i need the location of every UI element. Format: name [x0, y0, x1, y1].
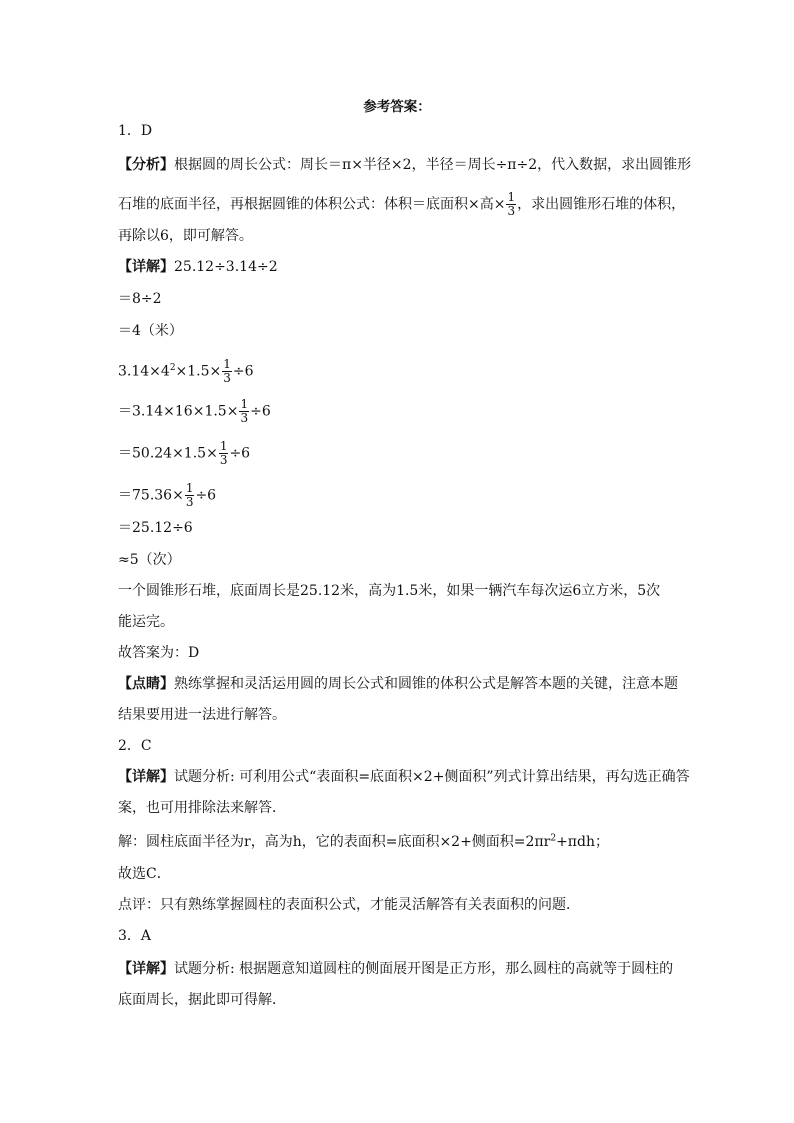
q1-calc-line-2: ＝3.14×16×1.5× $\frac{1}{3}$ ÷6	[118, 397, 271, 425]
q2-number: 2．C	[118, 738, 152, 754]
q1-calc-line-6: ≈5（次）	[118, 552, 181, 568]
q1-detail-line-2: ＝8÷2	[118, 291, 162, 307]
q1-calc-line-1: $3.14\times 4^2\times 1.5\times$ $\frac{1}{3}$ ÷6	[118, 357, 254, 385]
detail-text: 25.12÷3.14÷2	[174, 259, 278, 275]
fraction-one-third: $\frac{1}{3}$	[223, 357, 231, 385]
page-title: 参考答案：	[363, 99, 431, 115]
q3-detail-line-2: 底面周长，据此即可得解．	[118, 992, 286, 1008]
fraction-one-third: $\frac{1}{3}$	[185, 481, 194, 509]
q1-analysis-line-2	[118, 190, 686, 218]
fraction-one-third: $\frac{1}{3}$	[507, 190, 516, 218]
q3-number: 3．A	[118, 928, 152, 944]
q1-detail-line-1	[118, 257, 278, 277]
analysis-text: ，求出圆锥形石堆的体积，	[517, 196, 686, 213]
detail-tag: 【详解】	[118, 769, 174, 785]
q2-comment: 点评：只有熟练掌握圆柱的表面积公式，才能灵活解答有关表面积的问题．	[118, 897, 580, 913]
fraction-one-third: $\frac{1}{3}$	[219, 439, 228, 467]
detail-text: 试题分析: 可利用公式“表面积=底面积×2+侧面积”列式计算出结果，再勾选正确答	[174, 769, 690, 785]
q1-calc-line-4: ＝75.36× $\frac{1}{3}$ ÷6	[118, 481, 217, 509]
q1-calc-line-3: ＝50.24×1.5× $\frac{1}{3}$ ÷6	[118, 439, 251, 467]
q1-comment-line-2: 结果要用进一法进行解答。	[118, 707, 286, 723]
fraction-one-third: $\frac{1}{3}$	[240, 397, 249, 425]
q1-summary-line-1: 一个圆锥形石堆，底面周长是25.12米，高为1.5米，如果一辆汽车每次运6立方米，5次	[118, 583, 661, 599]
q2-solution: 解：圆柱底面半径为r，高为h，它的表面积=底面积×2+侧面积$=2\pi r^2+\pi dh$；	[118, 833, 609, 850]
comment-text: 熟练掌握和灵活运用圆的周长公式和圆锥的体积公式是解答本题的关键，注意本题	[174, 676, 678, 692]
q1-detail-line-3: ＝4（米）	[118, 323, 183, 339]
q1-number: 1．D	[118, 123, 153, 139]
analysis-text: 石堆的底面半径，再根据圆锥的体积公式：体积＝底面积×高×	[118, 196, 506, 213]
q1-analysis-line-1	[118, 155, 691, 175]
detail-text: 试题分析: 根据题意知道圆柱的侧面展开图是正方形，那么圆柱的高就等于圆柱的	[174, 961, 674, 977]
q1-summary-line-2: 能运完。	[118, 614, 174, 630]
q2-detail-line-2: 案，也可用排除法来解答．	[118, 800, 286, 816]
detail-tag: 【详解】	[118, 961, 174, 977]
comment-tag: 【点睛】	[118, 676, 174, 692]
q3-detail-line-1	[118, 959, 673, 979]
q2-detail-line-1	[118, 767, 690, 787]
q1-calc-line-5: ＝25.12÷6	[118, 520, 193, 536]
analysis-tag: 【分析】	[118, 157, 174, 173]
q1-answer: 故答案为：D	[118, 645, 200, 661]
q2-choice: 故选C．	[118, 866, 171, 882]
q1-analysis-line-3: 再除以6，即可解答。	[118, 228, 253, 244]
q1-comment-line-1	[118, 674, 678, 694]
analysis-text: 根据圆的周长公式：周长＝π×半径×2，半径＝周长÷π÷2，代入数据，求出圆锥形	[174, 157, 692, 173]
detail-tag: 【详解】	[118, 259, 174, 275]
